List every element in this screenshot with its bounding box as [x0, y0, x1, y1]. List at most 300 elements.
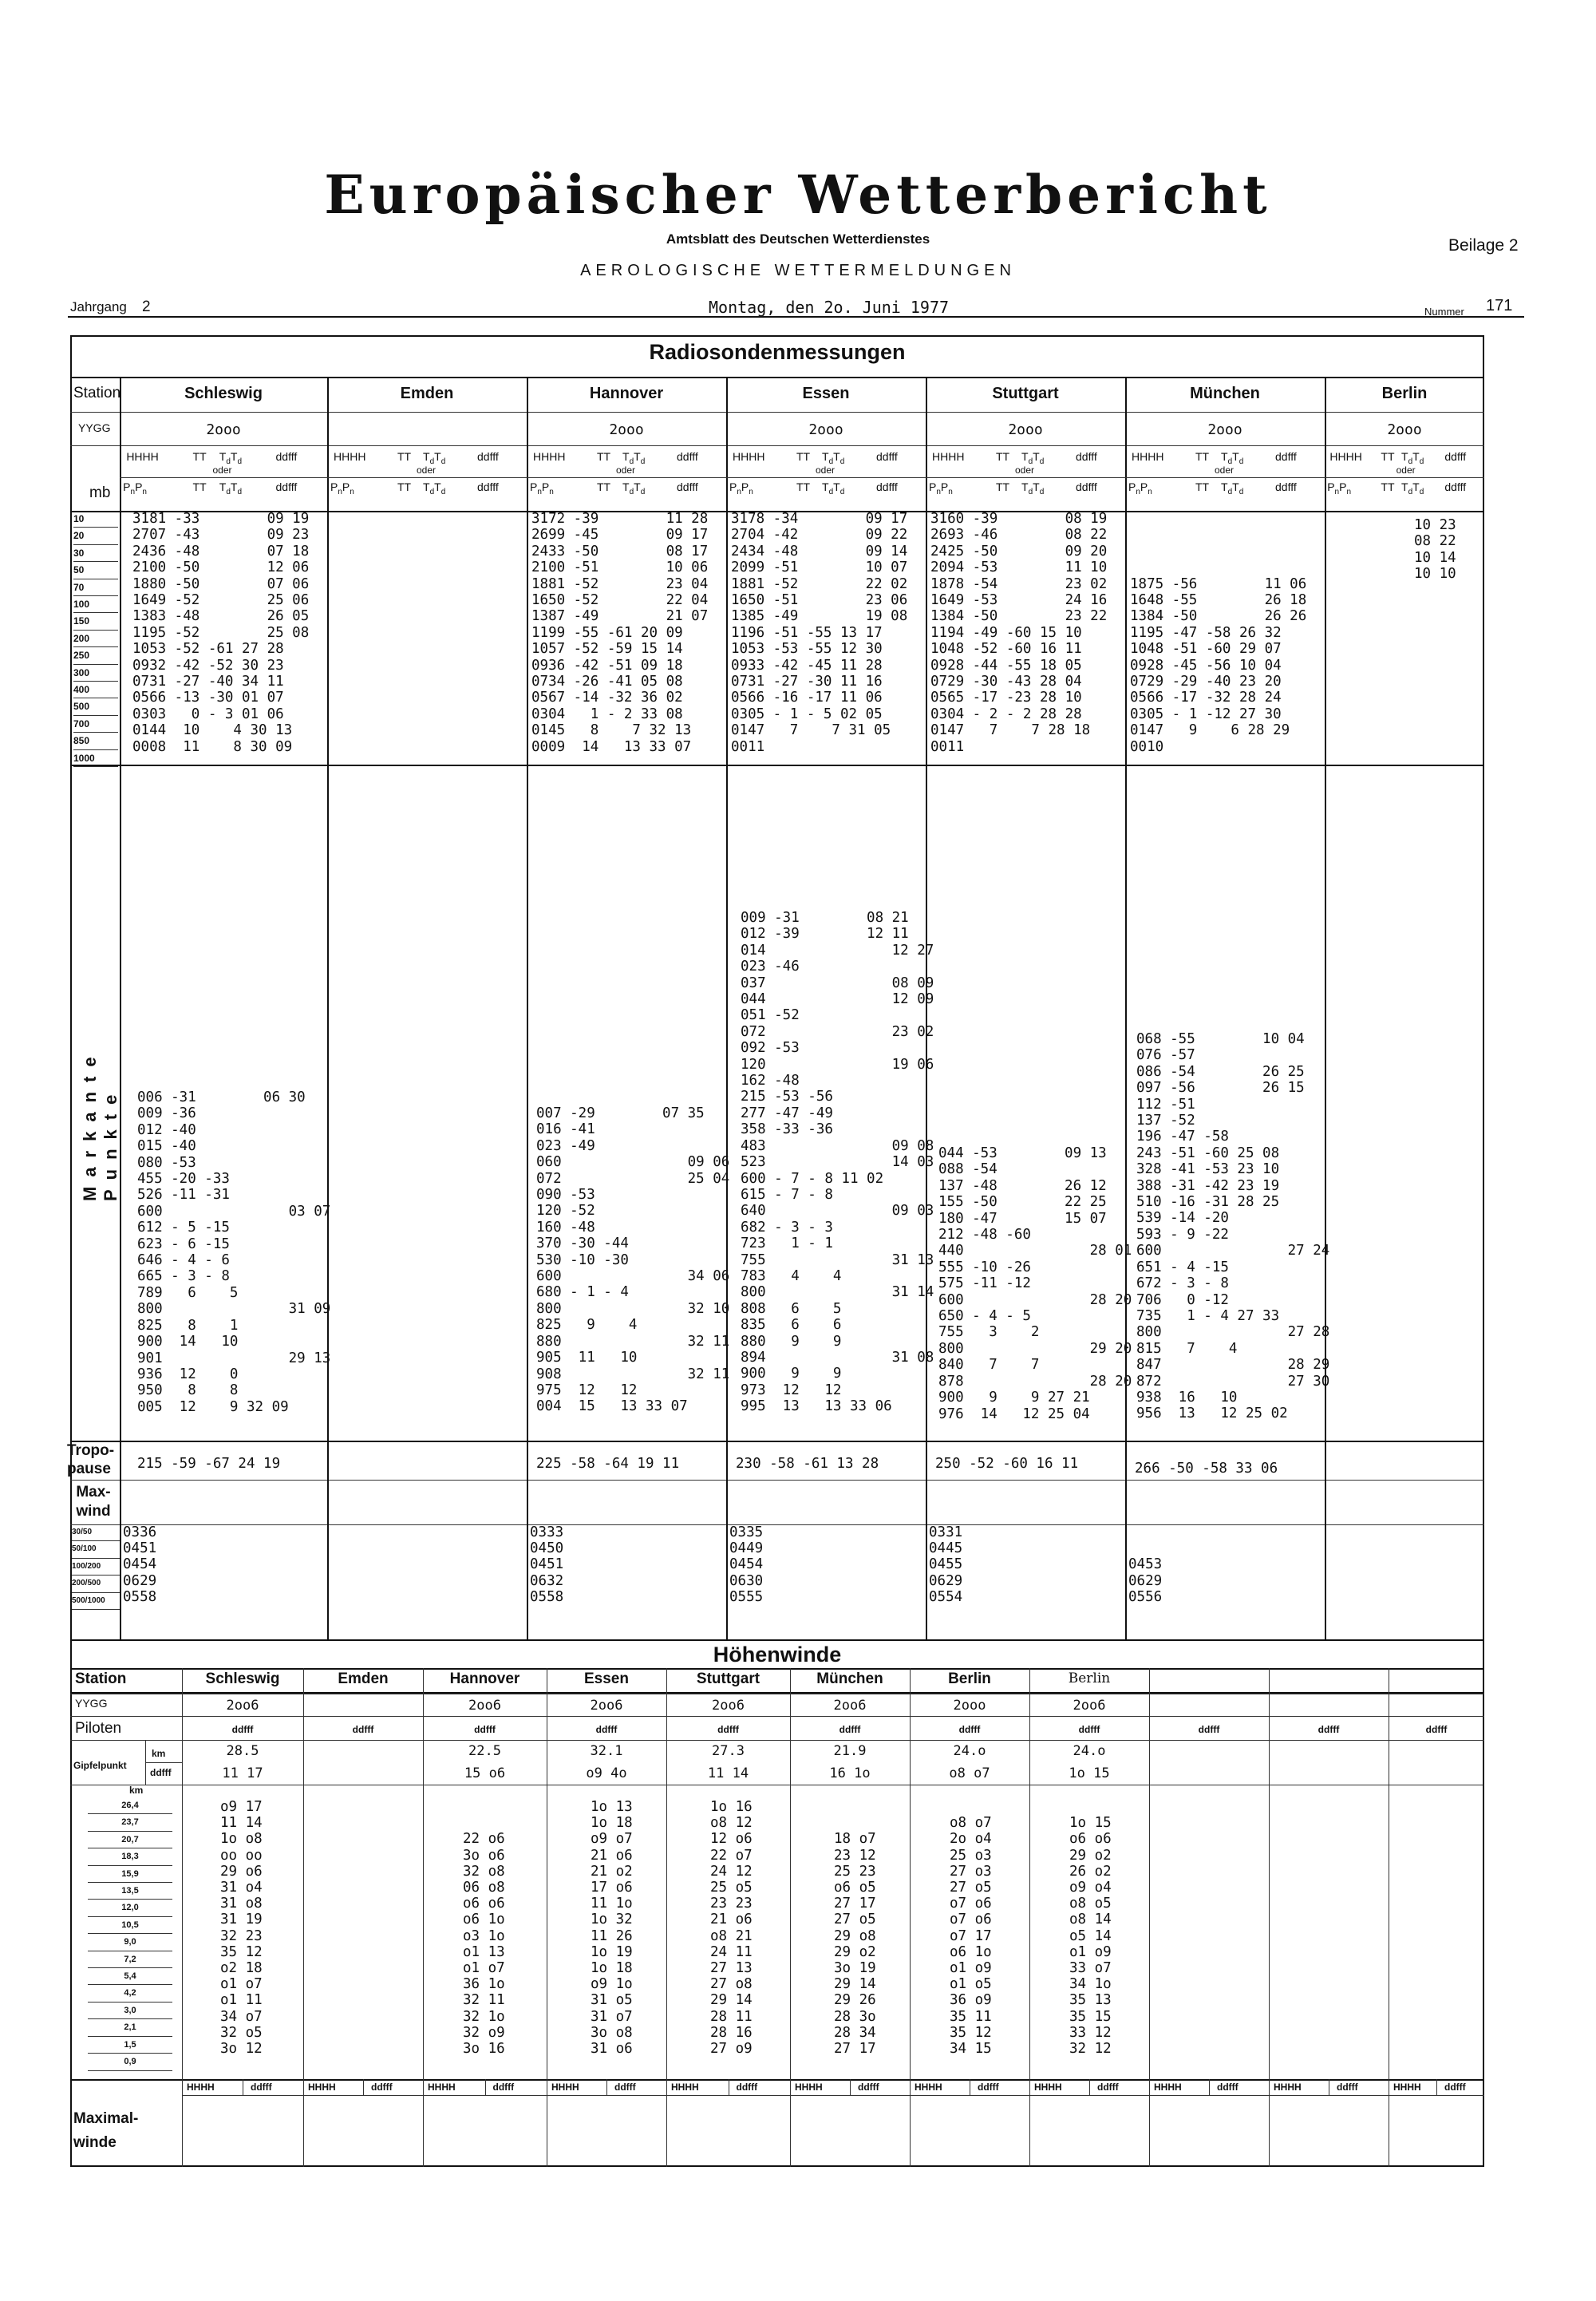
- station-essen: Essen: [802, 385, 850, 402]
- section-heading: AEROLOGISCHE WETTERMELDUNGEN: [580, 262, 1016, 279]
- hdr-tt-6-text: TT: [1381, 450, 1395, 463]
- hdr-pn-5: [1128, 480, 1152, 496]
- hw-gipfel-ddfff-8: 1o 15: [1069, 1765, 1110, 1781]
- hw-max-ddfff-4: ddfff: [614, 2082, 636, 2093]
- hdr-td2-1-sub2: d: [440, 487, 446, 496]
- issue-date: Montag, den 2o. Juni 1977: [709, 298, 950, 317]
- hw-col-rule: [606, 2079, 607, 2095]
- supplement-label: Beilage 2: [1448, 236, 1519, 255]
- hdr-pn-5-text2: P: [1140, 480, 1148, 493]
- page-title: Europäischer Wetterbericht: [324, 164, 1272, 226]
- hdr-td2-2-sub: d: [629, 487, 634, 496]
- tropopause-label-line1: Tropo-: [67, 1442, 115, 1459]
- hdr-pn-4-sub: n: [936, 487, 941, 496]
- rs-col-rule: [327, 377, 329, 1641]
- hdr-tt2-0: [193, 480, 207, 493]
- hdr-pn-6-sub2: n: [1346, 487, 1351, 496]
- hdr-hhhh-6: [1329, 450, 1361, 463]
- maximalwinde-label-line1: Maximal-: [73, 2110, 139, 2127]
- hdr-ddfff-5: [1275, 450, 1297, 463]
- hdr-pn-4: [929, 480, 953, 496]
- hdr-td2-6-sub: d: [1408, 487, 1413, 496]
- hdr-tt2-5: [1195, 480, 1209, 493]
- hw-ddfff-6: ddfff: [839, 1724, 861, 1735]
- hdr-tt2-1-text: TT: [397, 480, 412, 493]
- hw-rule: [182, 2095, 1484, 2096]
- hdr-ddfff2-4: [1076, 480, 1097, 493]
- hdr-td-3: [822, 450, 844, 466]
- wind-essen: 0335 0449 0454 0630 0555: [729, 1524, 764, 1605]
- wind-hannover: 0333 0450 0451 0632 0558: [530, 1524, 564, 1605]
- hdr-td2-3-text2: T: [833, 480, 840, 493]
- hw-data-berlin-2: 1o 15 o6 o6 29 o2 26 o2 o9 o4 o8 o5 o8 14 o5 14 o1 o9 33 o7 34 1o 35 13 35 15 33 12 32 12: [1069, 1815, 1112, 2058]
- pressure-level: 300: [73, 665, 118, 682]
- data-berlin: 10 23 08 22 10 14 10 10: [1414, 517, 1456, 583]
- hw-max-ddfff-5: ddfff: [736, 2082, 758, 2093]
- hdr-ddfff-0-text: ddfff: [275, 450, 298, 463]
- hdr-td-4-sub: d: [1028, 457, 1033, 466]
- pressure-level: 500: [73, 698, 118, 715]
- hw-station-5: Stuttgart: [696, 1670, 760, 1687]
- wind-muenchen: 0453 0629 0556: [1128, 1556, 1163, 1605]
- hdr-oder-1-text: oder: [417, 465, 437, 476]
- km-level: 15,9: [88, 1866, 172, 1883]
- hw-rule: [70, 2079, 1484, 2081]
- km-level: 0,9: [88, 2054, 172, 2070]
- hw-max-ddfff-2: ddfff: [371, 2082, 393, 2093]
- hw-col-rule: [303, 1668, 304, 2167]
- publication-subtitle: Amtsblatt des Deutschen Wetterdienstes: [666, 231, 930, 247]
- tropopause-label-line2: pause: [67, 1461, 111, 1477]
- hdr-hhhh-4-text: HHHH: [932, 450, 965, 463]
- hdr-td-3-sub2: d: [839, 457, 845, 466]
- hdr-tt-6: [1381, 450, 1394, 463]
- hdr-td2-5-sub: d: [1227, 487, 1233, 496]
- station-stuttgart: Stuttgart: [992, 385, 1059, 402]
- hdr-ddfff2-6: [1444, 480, 1466, 493]
- hdr-hhhh-5-text: HHHH: [1132, 450, 1164, 463]
- station-hannover: Hannover: [589, 385, 664, 402]
- wind-schleswig: 0336 0451 0454 0629 0558: [123, 1524, 157, 1605]
- hdr-hhhh-5: [1132, 450, 1163, 463]
- hdr-tt2-4: [996, 480, 1009, 493]
- hw-data-schleswig: o9 17 11 14 1o o8 oo oo 29 o6 31 o4 31 o8 31 19 32 23 35 12 o2 18 o1 o7 o1 11 34 o7 32 o5 3o 12: [220, 1799, 263, 2058]
- hdr-td-2-text: T: [622, 450, 630, 463]
- hdr-pn-3-text2: P: [741, 480, 749, 493]
- wind-level: 50/100: [72, 1541, 120, 1558]
- rs-rule: [70, 1480, 1484, 1481]
- hdr-td-4-text: T: [1021, 450, 1029, 463]
- hdr-td2-0: [219, 480, 242, 496]
- hdr-oder-1: [417, 465, 436, 476]
- hdr-pn-1-sub: n: [338, 487, 342, 496]
- hdr-tt2-2-text: TT: [597, 480, 611, 493]
- hdr-td-1-sub: d: [429, 457, 435, 466]
- pressure-level: 1000: [73, 750, 118, 767]
- hw-station-4: Essen: [584, 1670, 629, 1687]
- hdr-td2-6-text: T: [1401, 480, 1408, 493]
- hdr-td-5-sub2: d: [1238, 457, 1244, 466]
- pressure-level: 400: [73, 682, 118, 698]
- hdr-td2-4: [1021, 480, 1044, 496]
- hdr-oder-5: [1215, 465, 1234, 476]
- hdr-td2-6-text2: T: [1412, 480, 1420, 493]
- hdr-td-5-text: T: [1221, 450, 1228, 463]
- rs-rule: [70, 1524, 1484, 1525]
- hw-station-8: Berlin: [1068, 1670, 1111, 1686]
- markante-hannover: 007 -29 07 35 016 -41 023 -49 060 09 06 072 25 04 090 -53 120 -52 160 -48 370 -30 -44 530 -10 -30 600 34 06 680 - 1 - 4 800 32 10 825 9 4 880 32 11 905 11 10 908 32 11 975 12 12 004 15 13 33 07: [536, 1105, 730, 1415]
- hdr-hhhh-4: [932, 450, 964, 463]
- rs-rule: [70, 765, 1484, 766]
- station-berlin: Berlin: [1381, 385, 1428, 402]
- yygg-schleswig: 2ooo: [206, 421, 241, 438]
- nummer-value: 171: [1486, 297, 1513, 314]
- hdr-pn-3-sub: n: [737, 487, 741, 496]
- pressure-level: 700: [73, 716, 118, 733]
- hw-gipfel-km-4: 32.1: [590, 1743, 623, 1759]
- hw-max-ddfff-1: ddfff: [251, 2082, 272, 2093]
- pressure-level: 200: [73, 631, 118, 647]
- hdr-td-0-sub2: d: [237, 457, 243, 466]
- hw-ddfff-1: ddfff: [231, 1724, 254, 1735]
- hoehenwinde-title: Höhenwinde: [713, 1643, 842, 1666]
- hw-ddfff-5: ddfff: [717, 1724, 739, 1735]
- data-hannover: 3172 -39 11 28 2699 -45 09 17 2433 -50 08 17 2100 -51 10 06 1881 -52 23 04 1650 -52 22 04 1387 -49 21 07 1199 -55 -61 20 09 1057 -52 -59 15 14 0936 -42 -51 09 18 0734 -26 -41 05 08 0567 -14 -32 36 02 0304 1 - 2 33 08 0145 8 7 32 13 0009 14 13 33 07: [531, 511, 709, 755]
- hdr-pn-0: [123, 480, 147, 496]
- hw-gipfel-label: Gipfelpunkt: [73, 1760, 127, 1771]
- hw-ddfff-8: ddfff: [1078, 1724, 1100, 1735]
- hdr-tt-2-text: TT: [597, 450, 611, 463]
- hw-yygg-3: 2oo6: [468, 1698, 501, 1714]
- pressure-levels: [73, 511, 118, 767]
- hw-max-ddfff-9: ddfff: [1217, 2082, 1238, 2093]
- hdr-hhhh-2: [533, 450, 565, 463]
- hdr-td2-2-text: T: [622, 480, 630, 493]
- hdr-pn-6-sub: n: [1334, 487, 1340, 496]
- hw-col-rule: [1149, 1668, 1150, 2167]
- hdr-pn-2-sub2: n: [549, 487, 554, 496]
- hdr-tt2-2: [597, 480, 610, 493]
- station-label: Station: [73, 385, 121, 401]
- hw-rule: [70, 1716, 1484, 1717]
- hw-gipfel-ddfff-1: 11 17: [222, 1765, 263, 1781]
- hdr-pn-0-text: P: [123, 480, 131, 493]
- data-stuttgart: 3160 -39 08 19 2693 -46 08 22 2425 -50 09 20 2094 -53 11 10 1878 -54 23 02 1649 -53 24 16 1384 -50 23 22 1194 -49 -60 15 10 1048 -52 -60 16 11 0928 -44 -55 18 05 0729 -30 -43 28 04 0565 -17 -23 28 10 0304 - 2 - 2 28 28 0147 7 7 28 18 0011: [930, 511, 1108, 755]
- hdr-td-4: [1021, 450, 1044, 466]
- hw-station-7: Berlin: [948, 1670, 991, 1687]
- hdr-hhhh-3: [733, 450, 764, 463]
- km-level: 10,5: [88, 1917, 172, 1934]
- hw-gipfel-km-6: 21.9: [833, 1743, 867, 1759]
- jahrgang-value: 2: [142, 298, 151, 315]
- hw-max-ddfff-8: ddfff: [1097, 2082, 1119, 2093]
- hdr-pn-2: [530, 480, 554, 496]
- hw-piloten-label: Piloten: [75, 1720, 122, 1737]
- hdr-ddfff2-5: [1275, 480, 1297, 493]
- hdr-pn-5-sub: n: [1136, 487, 1140, 496]
- hdr-td2-6-sub2: d: [1419, 487, 1424, 496]
- hdr-ddfff-1-text: ddfff: [477, 450, 499, 463]
- hdr-td-4-sub2: d: [1039, 457, 1045, 466]
- hdr-tt2-5-text: TT: [1195, 480, 1210, 493]
- hw-max-ddfff-7: ddfff: [978, 2082, 999, 2093]
- hw-yygg-5: 2oo6: [712, 1698, 745, 1714]
- hdr-td-6-sub: d: [1408, 457, 1413, 466]
- pressure-level: 50: [73, 562, 118, 579]
- yygg-berlin: 2ooo: [1387, 421, 1422, 438]
- km-level: 12,0: [88, 1900, 172, 1916]
- hdr-td2-4-sub: d: [1028, 487, 1033, 496]
- wind-level: 30/50: [72, 1524, 120, 1541]
- hdr-td2-2-text2: T: [634, 480, 641, 493]
- pressure-level: 100: [73, 596, 118, 613]
- hw-station-1: Schleswig: [205, 1670, 280, 1687]
- km-level: 7,2: [88, 1951, 172, 1968]
- wind-level: 100/200: [72, 1559, 120, 1576]
- hw-station-2: Emden: [338, 1670, 389, 1687]
- hdr-ddfff-6-text: ddfff: [1444, 450, 1467, 463]
- wind-level: 200/500: [72, 1576, 120, 1592]
- hw-max-hhhh-8: HHHH: [1034, 2082, 1062, 2093]
- hdr-td-3-sub: d: [828, 457, 834, 466]
- hdr-hhhh-0: [126, 450, 158, 463]
- hdr-td-3-text: T: [822, 450, 829, 463]
- hw-yygg-label: YYGG: [75, 1697, 108, 1710]
- hdr-pn-6-text: P: [1327, 480, 1335, 493]
- hw-col-rule: [850, 2079, 851, 2095]
- hw-ddfff-4: ddfff: [595, 1724, 618, 1735]
- hdr-pn-0-sub: n: [130, 487, 136, 496]
- hw-gipfel-ddfff-4: o9 4o: [586, 1765, 627, 1781]
- hw-gipfel-km-3: 22.5: [468, 1743, 501, 1759]
- rs-rule: [70, 445, 1484, 446]
- hdr-td2-2: [622, 480, 645, 496]
- hdr-pn-2-text2: P: [541, 480, 550, 493]
- hw-data-essen: 1o 13 1o 18 o9 o7 21 o6 21 o2 17 o6 11 1o 1o 32 11 26 1o 19 1o 18 o9 1o 31 o5 31 o7 3o o8 31 o6: [591, 1799, 633, 2058]
- hw-yygg-8: 2oo6: [1073, 1698, 1106, 1714]
- hdr-tt2-1: [397, 480, 411, 493]
- maxwind-label: [67, 1483, 120, 1521]
- hdr-td2-3-sub: d: [828, 487, 834, 496]
- hw-max-ddfff-11: ddfff: [1444, 2082, 1466, 2093]
- hdr-ddfff-2: [677, 450, 698, 463]
- km-level: 13,5: [88, 1883, 172, 1900]
- yygg-essen: 2ooo: [808, 421, 843, 438]
- hdr-oder-3: [816, 465, 835, 476]
- hw-ddfff-11: ddfff: [1425, 1724, 1448, 1735]
- hdr-tt-5: [1195, 450, 1209, 463]
- hdr-tt-0: [193, 450, 207, 463]
- km-level: 5,4: [88, 1968, 172, 1985]
- markante-punkte-label: Markante Punkte: [80, 1047, 120, 1201]
- hdr-td-1: [423, 450, 445, 466]
- hdr-ddfff-5-text: ddfff: [1275, 450, 1297, 463]
- yygg-label: YYGG: [78, 421, 111, 434]
- hw-max-hhhh-10: HHHH: [1274, 2082, 1302, 2093]
- hdr-td-2-sub2: d: [640, 457, 646, 466]
- hdr-oder-3-text: oder: [816, 465, 836, 476]
- hdr-oder-0: [212, 465, 231, 476]
- mb-label: mb: [89, 484, 111, 501]
- hdr-pn-4-text2: P: [940, 480, 949, 493]
- hdr-td2-3-text: T: [822, 480, 829, 493]
- nummer-label: Nummer: [1424, 306, 1464, 318]
- tropopause-label: [67, 1441, 114, 1478]
- hdr-pn-3-text: P: [729, 480, 737, 493]
- km-level: 20,7: [88, 1832, 172, 1848]
- rs-rule: [70, 412, 1484, 413]
- hdr-td-6-text: T: [1401, 450, 1408, 463]
- hdr-td-5: [1221, 450, 1243, 466]
- hdr-ddfff2-2: [677, 480, 698, 493]
- hw-gipfel-ddfff-label: ddfff: [150, 1767, 172, 1778]
- hdr-ddfff2-2-text: ddfff: [677, 480, 698, 493]
- hw-gipfel-ddfff-5: 11 14: [707, 1765, 749, 1781]
- yygg-muenchen: 2ooo: [1207, 421, 1242, 438]
- hdr-td2-0-text: T: [219, 480, 227, 493]
- maxwind-label-line1: Max-: [76, 1484, 111, 1500]
- hdr-pn-4-text: P: [929, 480, 937, 493]
- maximalwinde-label-line2: winde: [73, 2134, 117, 2151]
- hdr-ddfff-3-text: ddfff: [876, 450, 898, 463]
- radiosonde-title: Radiosondenmessungen: [649, 340, 906, 364]
- hdr-td-6-sub2: d: [1419, 457, 1424, 466]
- hw-data-stuttgart: 1o 16 o8 12 12 o6 22 o7 24 12 25 o5 23 23 21 o6 o8 21 24 11 27 13 27 o8 29 14 28 11 28 16 27 o9: [710, 1799, 753, 2058]
- hdr-tt-2: [597, 450, 610, 463]
- hdr-pn-6: [1327, 480, 1351, 496]
- hw-max-ddfff-6: ddfff: [858, 2082, 879, 2093]
- hdr-td2-1-text2: T: [434, 480, 441, 493]
- hw-gipfel-ddfff-6: 16 1o: [829, 1765, 871, 1781]
- hdr-pn-6-text2: P: [1339, 480, 1347, 493]
- hdr-tt-3: [796, 450, 810, 463]
- tropo-schleswig: 215 -59 -67 24 19: [137, 1456, 281, 1472]
- hdr-oder-0-text: oder: [212, 465, 232, 476]
- hdr-td2-1-sub: d: [429, 487, 435, 496]
- hw-max-hhhh-2: HHHH: [308, 2082, 336, 2093]
- data-schleswig: 3181 -33 09 19 2707 -43 09 23 2436 -48 07 18 2100 -50 12 06 1880 -50 07 06 1649 -52 25 06 1383 -48 26 05 1195 -52 25 08 1053 -52 -61 27 28 0932 -42 -52 30 23 0731 -27 -40 34 11 0566 -13 -30 01 07 0303 0 - 3 01 06 0144 10 4 30 13 0008 11 8 30 09: [132, 511, 310, 755]
- hw-col-rule: [1089, 2079, 1090, 2095]
- jahrgang-label: Jahrgang: [70, 299, 127, 314]
- hw-data-hannover: 22 o6 3o o6 32 o8 06 o8 o6 o6 o6 1o o3 1o o1 13 o1 o7 36 1o 32 11 32 1o 32 o9 3o 16: [463, 1831, 505, 2058]
- wind-stuttgart: 0331 0445 0455 0629 0554: [929, 1524, 963, 1605]
- hw-station-3: Hannover: [449, 1670, 520, 1687]
- hw-gipfel-km-7: 24.o: [953, 1743, 986, 1759]
- rs-col-rule: [527, 377, 528, 1641]
- hdr-ddfff2-6-text: ddfff: [1444, 480, 1467, 493]
- tropo-stuttgart: 250 -52 -60 16 11: [935, 1456, 1079, 1472]
- hdr-hhhh-0-text: HHHH: [126, 450, 159, 463]
- rs-col-rule: [1325, 377, 1326, 1641]
- hdr-td-0-text2: T: [230, 450, 238, 463]
- hdr-sub-rule: [120, 477, 1484, 478]
- station-schleswig: Schleswig: [184, 385, 263, 402]
- hdr-pn-0-text2: P: [135, 480, 143, 493]
- hdr-pn-4-sub2: n: [948, 487, 953, 496]
- km-level: 3,0: [88, 2003, 172, 2019]
- hw-km-levels: [88, 1797, 172, 2071]
- hdr-pn-1: [330, 480, 354, 496]
- hw-max-ddfff-10: ddfff: [1337, 2082, 1358, 2093]
- tropo-essen: 230 -58 -61 13 28: [736, 1456, 879, 1472]
- hdr-ddfff2-3: [876, 480, 898, 493]
- hw-max-hhhh-9: HHHH: [1154, 2082, 1182, 2093]
- hdr-td2-3: [822, 480, 844, 496]
- hdr-pn-5-sub2: n: [1148, 487, 1152, 496]
- hw-yygg-4: 2oo6: [590, 1698, 623, 1714]
- tropo-hannover: 225 -58 -64 19 11: [536, 1456, 680, 1472]
- data-muenchen: 1875 -56 11 06 1648 -55 26 18 1384 -50 26 26 1195 -47 -58 26 32 1048 -51 -60 29 07 0928 -45 -56 10 04 0729 -29 -40 23 20 0566 -17 -32 28 24 0305 - 1 -12 27 30 0147 9 6 28 29 0010: [1130, 575, 1307, 755]
- hdr-ddfff-0: [276, 450, 298, 463]
- hdr-pn-0-sub2: n: [142, 487, 147, 496]
- hdr-oder-6-text: oder: [1396, 465, 1416, 476]
- hdr-td2-5-sub2: d: [1238, 487, 1244, 496]
- hw-station-label: Station: [75, 1670, 127, 1687]
- hw-ddfff-2: ddfff: [352, 1724, 374, 1735]
- hdr-td-1-text2: T: [434, 450, 441, 463]
- hdr-td-6-text2: T: [1412, 450, 1420, 463]
- hdr-td2-4-sub2: d: [1039, 487, 1045, 496]
- markante-essen: 009 -31 08 21 012 -39 12 11 014 12 27 023 -46 037 08 09 044 12 09 051 -52 072 23 02 092 -53 120 19 06 162 -48 215 -53 -56 277 -47 -49 358 -33 -36 483 09 08 523 14 03 600 - 7 - 8 11 02 615 - 7 - 8 640 09 03 682 - 3 - 3 723 1 - 1 755 31 13 783 4 4 800 31 14 808 6 5 835 6 6 880 9 9 894 31 08 900 9 9 973 12 12 995 13 13 33 06: [741, 910, 934, 1415]
- hw-data-berlin-1: o8 o7 2o o4 25 o3 27 o3 27 o5 o7 o6 o7 o6 o7 17 o6 1o o1 o9 o1 o5 36 o9 35 11 35 12 34 15: [950, 1815, 992, 2058]
- wind-levels: [72, 1524, 120, 1610]
- hdr-ddfff-6: [1444, 450, 1466, 463]
- pressure-level: 850: [73, 733, 118, 749]
- hdr-tt2-4-text: TT: [996, 480, 1010, 493]
- hdr-hhhh-2-text: HHHH: [533, 450, 566, 463]
- hdr-td2-0-sub2: d: [237, 487, 243, 496]
- hdr-ddfff2-4-text: ddfff: [1076, 480, 1097, 493]
- hdr-hhhh-3-text: HHHH: [733, 450, 765, 463]
- hdr-ddfff2-3-text: ddfff: [876, 480, 898, 493]
- hdr-td-5-text2: T: [1232, 450, 1239, 463]
- hw-gipfel-ddfff-7: o8 o7: [949, 1765, 990, 1781]
- hw-max-hhhh-4: HHHH: [551, 2082, 579, 2093]
- hdr-td2-5: [1221, 480, 1243, 496]
- hdr-td-0-text: T: [219, 450, 227, 463]
- hw-col-rule: [1269, 1668, 1270, 2167]
- km-level: 9,0: [88, 1934, 172, 1951]
- hw-max-hhhh-3: HHHH: [428, 2082, 456, 2093]
- rs-rule: [70, 1441, 1484, 1442]
- rs-col-rule: [726, 377, 728, 1641]
- hw-km-label: km: [129, 1785, 144, 1796]
- hdr-oder-6: [1396, 465, 1416, 476]
- hdr-td2-1-text: T: [423, 480, 430, 493]
- hw-max-hhhh-1: HHHH: [187, 2082, 215, 2093]
- tropo-muenchen: 266 -50 -58 33 06: [1135, 1461, 1278, 1477]
- hw-max-hhhh-11: HHHH: [1393, 2082, 1421, 2093]
- hdr-td2-0-text2: T: [230, 480, 238, 493]
- hw-col-rule: [363, 2079, 364, 2095]
- hdr-oder-4-text: oder: [1015, 465, 1035, 476]
- hdr-tt-1-text: TT: [397, 450, 412, 463]
- hdr-pn-2-text: P: [530, 480, 538, 493]
- hdr-tt-3-text: TT: [796, 450, 811, 463]
- km-level: 23,7: [88, 1814, 172, 1831]
- wind-level: 500/1000: [72, 1593, 120, 1610]
- markante-muenchen: 068 -55 10 04 076 -57 086 -54 26 25 097 -56 26 15 112 -51 137 -52 196 -47 -58 243 -51 -60 25 08 328 -41 -53 23 10 388 -31 -42 23 19 510 -16 -31 28 25 539 -14 -20 593 - 9 -22 600 27 24 651 - 4 -15 672 - 3 - 8 706 0 -12 735 1 - 4 27 33 800 27 28 815 7 4 847 28 29 872 27 30 938 16 10 956 13 12 25 02: [1136, 1031, 1330, 1422]
- hw-gipfel-km-5: 27.3: [712, 1743, 745, 1759]
- hdr-td2-6: [1401, 480, 1424, 496]
- hdr-ddfff-3: [876, 450, 898, 463]
- hdr-td-0: [219, 450, 242, 466]
- hdr-td-1-sub2: d: [440, 457, 446, 466]
- km-level: 26,4: [88, 1797, 172, 1814]
- hw-max-ddfff-3: ddfff: [492, 2082, 515, 2093]
- hdr-pn-1-text2: P: [342, 480, 350, 493]
- hw-yygg-1: 2oo6: [226, 1698, 259, 1714]
